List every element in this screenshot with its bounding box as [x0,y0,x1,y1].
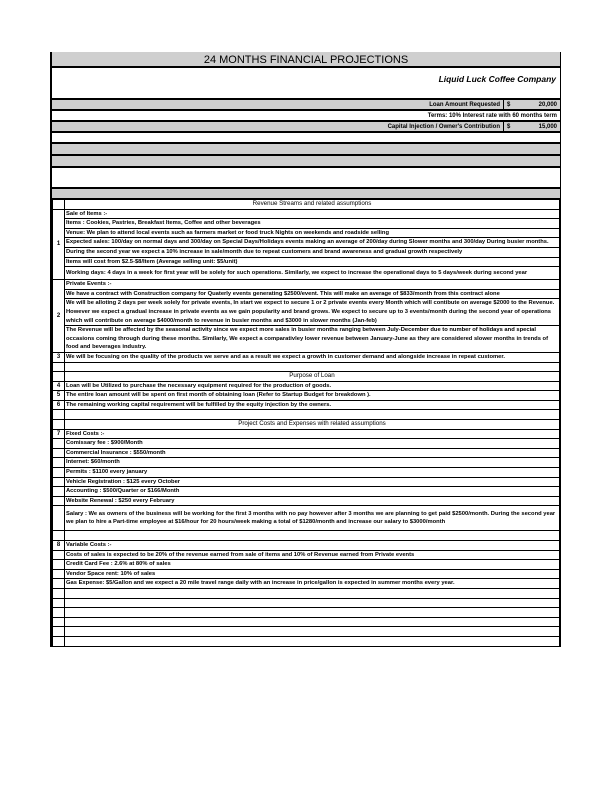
list-item: Vehicle Registration : $125 every October [65,477,560,487]
list-item: Venue: We plan to attend local events such as farmers market or food truck Nights on weekends and roadside selling [65,228,560,238]
blank-row [52,168,560,189]
blank-row [65,636,560,646]
row-number: 7 [53,429,65,439]
list-item: During the second year we expect a 10% increase in sale/month due to repeat customers and brand awareness and gradual growth respectively [65,247,560,257]
loan-amount-row [52,100,560,111]
financial-projections-sheet [50,52,561,647]
list-item: Fixed Costs :- [65,429,560,439]
capital-row [52,122,560,133]
list-item: Working days: 4 days in a week for first year will be solely for such operations. Similarly, we expect to increase the operational days to 5 days/week during second year [65,267,560,280]
list-item: Internet: $60/month [65,458,560,468]
list-item: We will be alloting 2 days per week solely for private events, In start we expect to secure 1 or 2 private events every Month which will contibute on average $2000 to the Revenue. However we expect a gradual increase in private events as we gain popularity and brand grows. We expect to secure up to 3 events/month during the second year of operations which will contribute on average $4000/month to revenue in busier months and $3000 in slower months (Jan-feb) [65,299,560,326]
list-item: Comissary fee : $900/Month [65,439,560,449]
blank-row [65,617,560,627]
row-number: 4 [53,381,65,391]
list-item: Items will cost from $2.5-$8/Item (Average selling unit: $5/unit) [65,257,560,267]
loan-currency: $ [507,102,511,108]
loan-amount-value: 20,000 [538,102,557,108]
list-item: The Revenue will be affected by the seasonal activity since we expect more sales in busier months ranging between July-December due to number of holidays and special occasions coming through during these months. Similarly, We expect a comparativley lower revenue between January-June as they are considered slower months in trends of food and beverages industry. [65,326,560,353]
list-item: Costs of sales is expected to be 20% of the revenue earned from sale of items and 10% of Revenue earned from Private events [65,550,560,560]
blank-row [65,362,560,372]
list-item: Gas Expense: $5/Gallon and we expect a 20 mile travel range daily with an increase in price/gallon is expected in summer months every year. [65,579,560,589]
list-item: Items : Cookies, Pastries, Breakfast Items, Coffee and other beverages [65,219,560,229]
purpose-header: Purpose of Loan [65,372,560,382]
blank-row [52,133,560,144]
revenue-header: Revenue Streams and related assumptions [65,200,560,210]
blank-row [65,410,560,420]
row-number: 2 [53,280,65,353]
list-item: Credit Card Fee : 2.6% at 80% of sales [65,560,560,570]
capital-currency: $ [507,124,511,130]
assumptions-table [52,199,560,647]
capital-value: 15,000 [538,124,557,130]
row-number: 3 [53,352,65,362]
list-item: We have a contract with Construction company for Quaterly events generating $2500/event. This will make an average of $833/month from this contract alone [65,289,560,299]
list-item: Website Renewal : $250 every February [65,496,560,506]
list-item: Expected sales: 100/day on normal days and 300/day on Special Days/Holidays events making an average of 200/day during Slower months and 300/day During busier months. [65,238,560,248]
list-item: The entire loan amount will be spent on first month of obtaining loan (Refer to Startup Budget for breakdown ). [65,391,560,401]
list-item: The remaining working capital requirement will be fulfilled by the equity injection by the owners. [65,400,560,410]
loan-amount-label: Loan Amount Requested [429,100,504,109]
list-item: Sale of Items :- [65,209,560,219]
row-number: 8 [53,541,65,551]
list-item: Salary : We as owners of the business will be working for the first 3 months with no pay however after 3 months we are planning to get paid $2500/month. During the second year we plan to hire a Part-time employee at $16/hour for 20 hours/week making a total of $1280/month and increase our salary to $3000/month [65,506,560,531]
list-item: Accounting : $500/Quarter or $166/Month [65,487,560,497]
capital-label: Capital Injection / Owner's Contribution [388,122,504,131]
list-item: Permits : $1100 every january [65,468,560,478]
blank-row [65,598,560,608]
blank-row [52,144,560,156]
sheet-title: 24 MONTHS FINANCIAL PROJECTIONS [52,52,560,68]
company-name: Liquid Luck Coffee Company [52,68,560,100]
row-number: 1 [53,209,65,280]
list-item: Private Events :- [65,280,560,290]
blank-row [65,627,560,637]
row-number: 6 [53,400,65,410]
blank-row [65,531,560,541]
blank-row [52,156,560,168]
list-item: We will be focusing on the quality of the products we serve and as a result we expect a growth in customer demand and alongside increase in repeat customer. [65,352,560,362]
blank-row [65,608,560,618]
loan-terms: Terms: 10% Interest rate with 60 months term [52,111,560,122]
blank-row [65,588,560,598]
list-item: Loan will be Utilized to purchase the necessary equipment required for the production of goods. [65,381,560,391]
costs-header: Project Costs and Expenses with related assumptions [65,420,560,430]
list-item: Variable Costs :- [65,541,560,551]
list-item: Commercial Insurance : $550/month [65,448,560,458]
row-number: 5 [53,391,65,401]
list-item: Vendor Space rent: 10% of sales [65,569,560,579]
blank-row [52,189,560,199]
